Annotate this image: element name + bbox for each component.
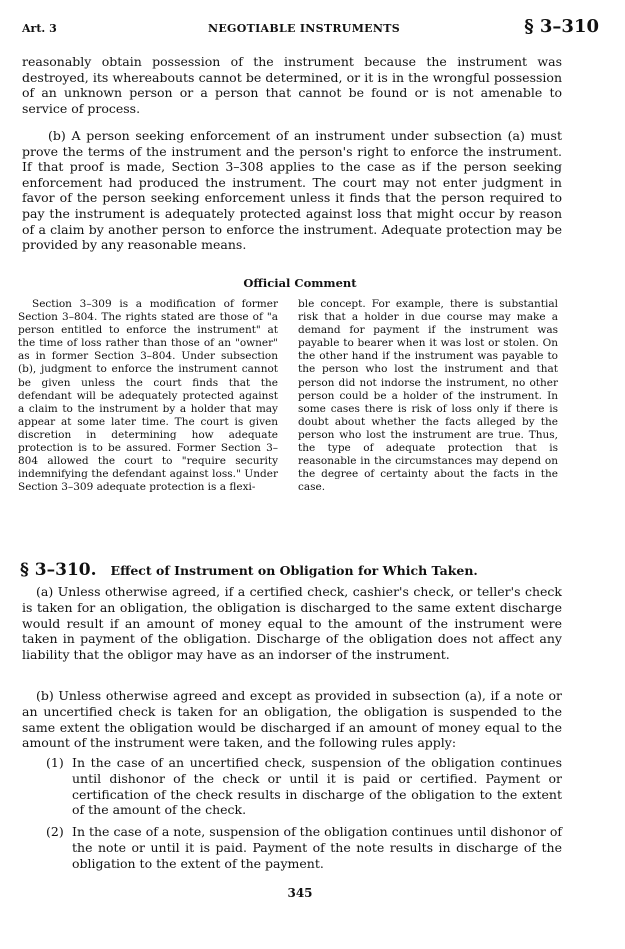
list-item-text: In the case of an uncertified check, suspension of the obligation continues until dishonor of the check or until it is paid or certified. Payment or certification of the check results in discharge of the obligation to the extent of the amount of the check. bbox=[72, 755, 562, 818]
section-title: Effect of Instrument on Obligation for Which Taken. bbox=[110, 563, 478, 578]
official-comment-heading: Official Comment bbox=[243, 276, 357, 290]
article-label: Art. 3 bbox=[22, 22, 57, 35]
section-subsection-b: (b) Unless otherwise agreed and except as provided in subsection (a), if a note or an uncertified check is taken for an obligation, the obligation is suspended to the same extent the obligation would be discharged if an amount of money equal to the amount of the instrument were taken, and the following rules apply: bbox=[22, 688, 562, 751]
paragraph-continuation: reasonably obtain possession of the instrument because the instrument was destroyed, its whereabouts cannot be determined, or it is in the wrongful possession of an unknown person or a person that cannot be found or is not amenable to service of process. bbox=[22, 54, 562, 116]
section-subsection-a: (a) Unless otherwise agreed, if a certified check, cashier's check, or teller's check is taken for an obligation, the obligation is discharged to the same extent discharge would result if an amount of money equal to the amount of the instrument were taken in payment of the obligation. Discharge of the obligation does not affect any liability that the obligor may have as an indorser of the instrument. bbox=[22, 584, 562, 663]
list-item-number: (1) bbox=[46, 755, 64, 770]
section-number: § 3–310. bbox=[20, 560, 97, 580]
header-section-number: § 3–310 bbox=[524, 16, 599, 37]
header-title: NEGOTIABLE INSTRUMENTS bbox=[208, 22, 400, 35]
comment-right-column: ble concept. For example, there is substantial risk that a holder in due course may make a demand for payment if the instrument was payable to bearer when it was lost or stolen. On the other hand if the instrument was payable to the person who lost the instrument and that person did not indorse the instrument, no other person could be a holder of the instrument. In some cases there is risk of loss only if there is doubt about whether the facts alleged by the person who lost the instrument are true. Thus, the type of adequate protection that is reasonable in the circumstances may depend on the degree of certainty about the facts in the case. bbox=[298, 298, 558, 494]
paragraph-subsection-b: (b) A person seeking enforcement of an instrument under subsection (a) must prove the terms of the instrument and the person's right to enforce the instrument. If that proof is made, Section 3–308 applies to the case as if the person seeking enforcement had produced the instrument. The court may not enter judgment in favor of the person seeking enforcement unless it finds that the person required to pay the instrument is adequately protected against loss that might occur by reason of a claim by another person to enforce the instrument. Adequate protection may be provided by any reasonable means. bbox=[22, 128, 562, 253]
section-heading bbox=[20, 560, 600, 580]
list-item-text: In the case of a note, suspension of the obligation continues until dishonor of the note or until it is paid. Payment of the note results in discharge of the obligation to the extent of the payment. bbox=[72, 824, 562, 871]
list-item bbox=[46, 824, 562, 871]
running-header bbox=[22, 16, 603, 42]
page-number: 345 bbox=[287, 886, 313, 900]
comment-left-column: Section 3–309 is a modification of former Section 3–804. The rights stated are those of "a person entitled to enforce the instrument" at the time of loss rather than those of an "owner" as in former Section 3–804. Under subsection (b), judgment to enforce the instrument cannot be given unless the court finds that the defendant will be adequately protected against a claim to the instrument by a holder that may appear at some later time. The court is given discretion in determining how adequate protection is to be assured. Former Section 3–804 allowed the court to "require security indemnifying the defendant against loss." Under Section 3–309 adequate protection is a flexi- bbox=[18, 298, 278, 494]
list-item bbox=[46, 755, 562, 818]
list-item-number: (2) bbox=[46, 824, 64, 839]
